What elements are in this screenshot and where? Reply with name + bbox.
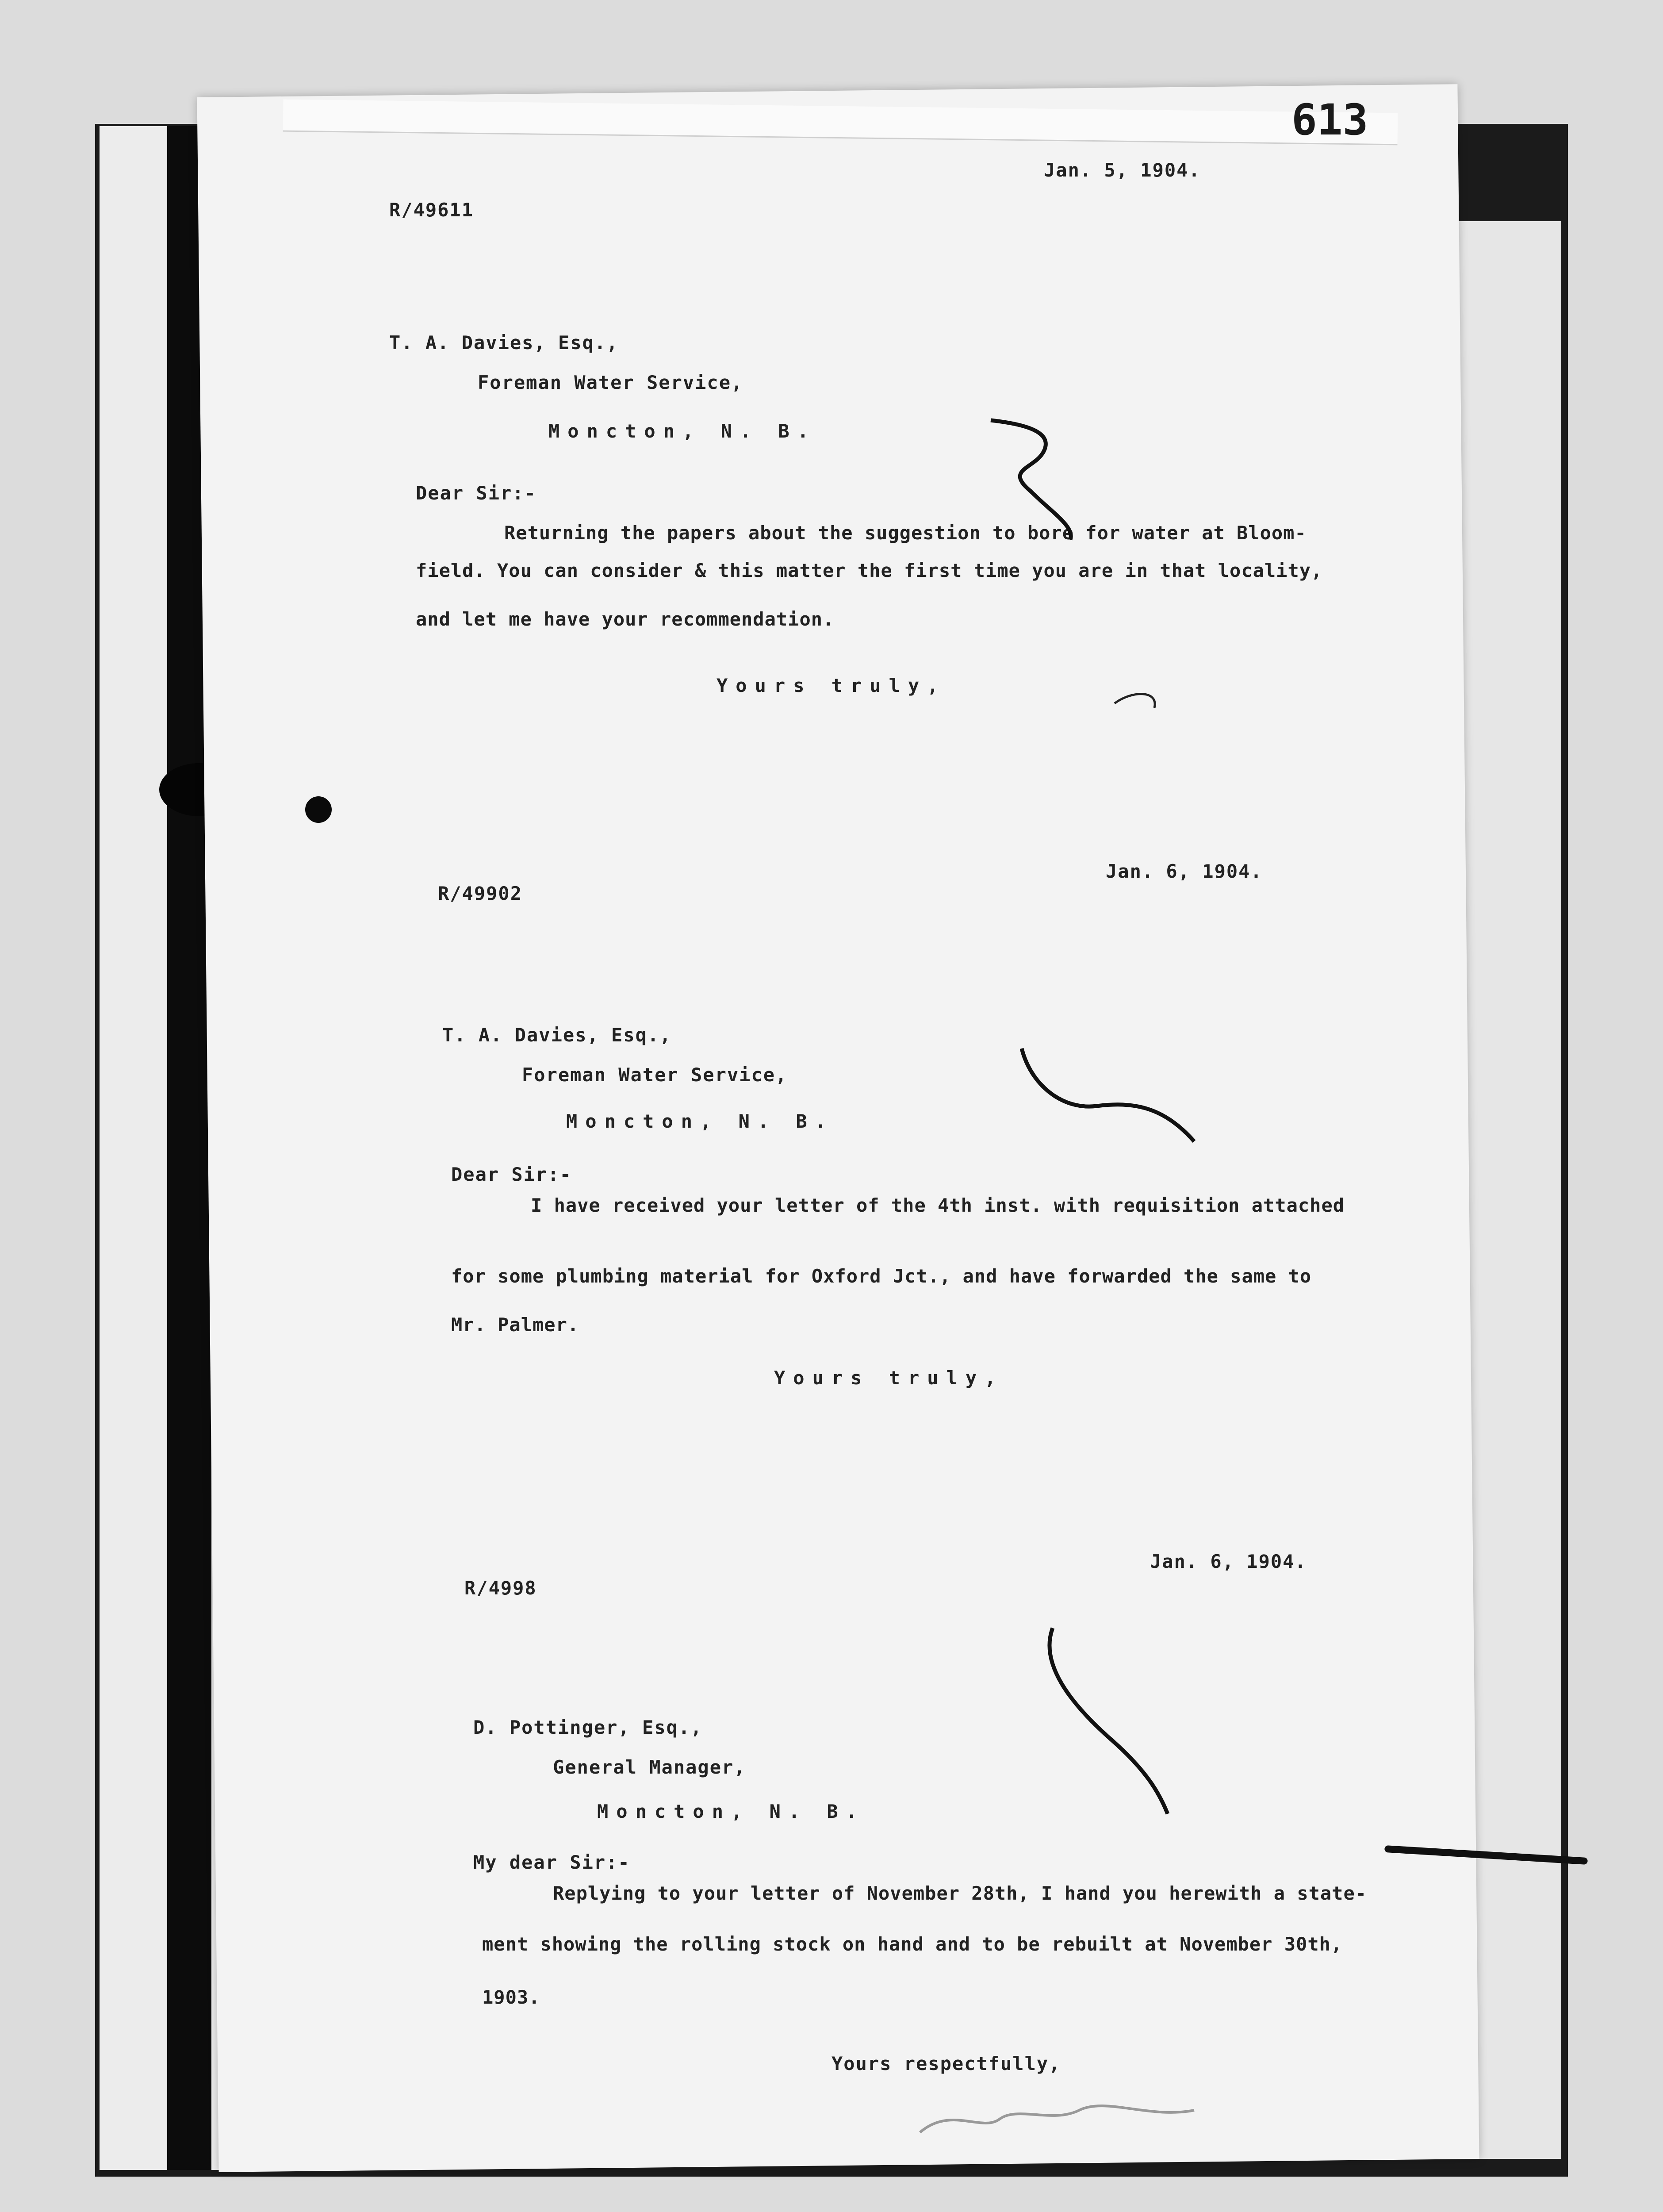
letter-1-closing: Yours truly, [717,675,946,696]
pen-mark-small [1115,694,1155,708]
letter-3-place: Moncton, N. B. [597,1801,866,1822]
letter-1-date: Jan. 5, 1904. [1044,159,1201,181]
letter-1-body-line: Returning the papers about the suggestion to bore for water at Bloom- [504,522,1307,544]
letter-2-body-line: I have received your letter of the 4th inst. with requisition attached [531,1194,1345,1216]
pen-tick-1 [991,420,1071,540]
letter-2-closing: Yours truly, [774,1367,1004,1389]
letter-2-reference: R/49902 [438,883,523,904]
letter-1-salutation: Dear Sir:- [416,482,536,504]
letter-2-date: Jan. 6, 1904. [1106,860,1263,882]
pen-tick-2 [1022,1048,1194,1141]
letter-1-addressee: T. A. Davies, Esq., [389,332,619,353]
letter-2-title: Foreman Water Service, [522,1064,788,1086]
letter-2-body-line: for some plumbing material for Oxford Jct., and have forwarded the same to [451,1265,1312,1287]
letter-3-body-line: 1903. [482,1986,540,2008]
letter-3-addressee: D. Pottinger, Esq., [473,1717,703,1738]
letter-3-body-line: Replying to your letter of November 28th, I hand you herewith a state- [553,1882,1367,1904]
letter-3-salutation: My dear Sir:- [473,1851,630,1873]
letter-3-body-line: ment showing the rolling stock on hand and to be rebuilt at November 30th, [482,1933,1343,1955]
pen-tick-3 [1050,1628,1168,1814]
letter-2-addressee: T. A. Davies, Esq., [442,1024,672,1046]
letter-1-place: Moncton, N. B. [548,420,817,442]
letter-1-body-line: field. You can consider & this matter the first time you are in that locality, [416,560,1323,581]
letter-2-body-line: Mr. Palmer. [451,1314,579,1336]
letter-3-date: Jan. 6, 1904. [1150,1551,1307,1572]
letter-1-body-line: and let me have your recommendation. [416,608,835,630]
page-number: 613 [1291,95,1368,145]
letter-3-closing: Yours respectfully, [832,2053,1061,2074]
letter-1-reference: R/49611 [389,199,474,221]
letter-2-salutation: Dear Sir:- [451,1164,572,1185]
letter-3-title: General Manager, [553,1756,746,1778]
letter-2-place: Moncton, N. B. [566,1110,835,1132]
signature [920,2106,1194,2132]
letter-3-reference: R/4998 [464,1577,537,1599]
letter-1-title: Foreman Water Service, [478,372,743,393]
